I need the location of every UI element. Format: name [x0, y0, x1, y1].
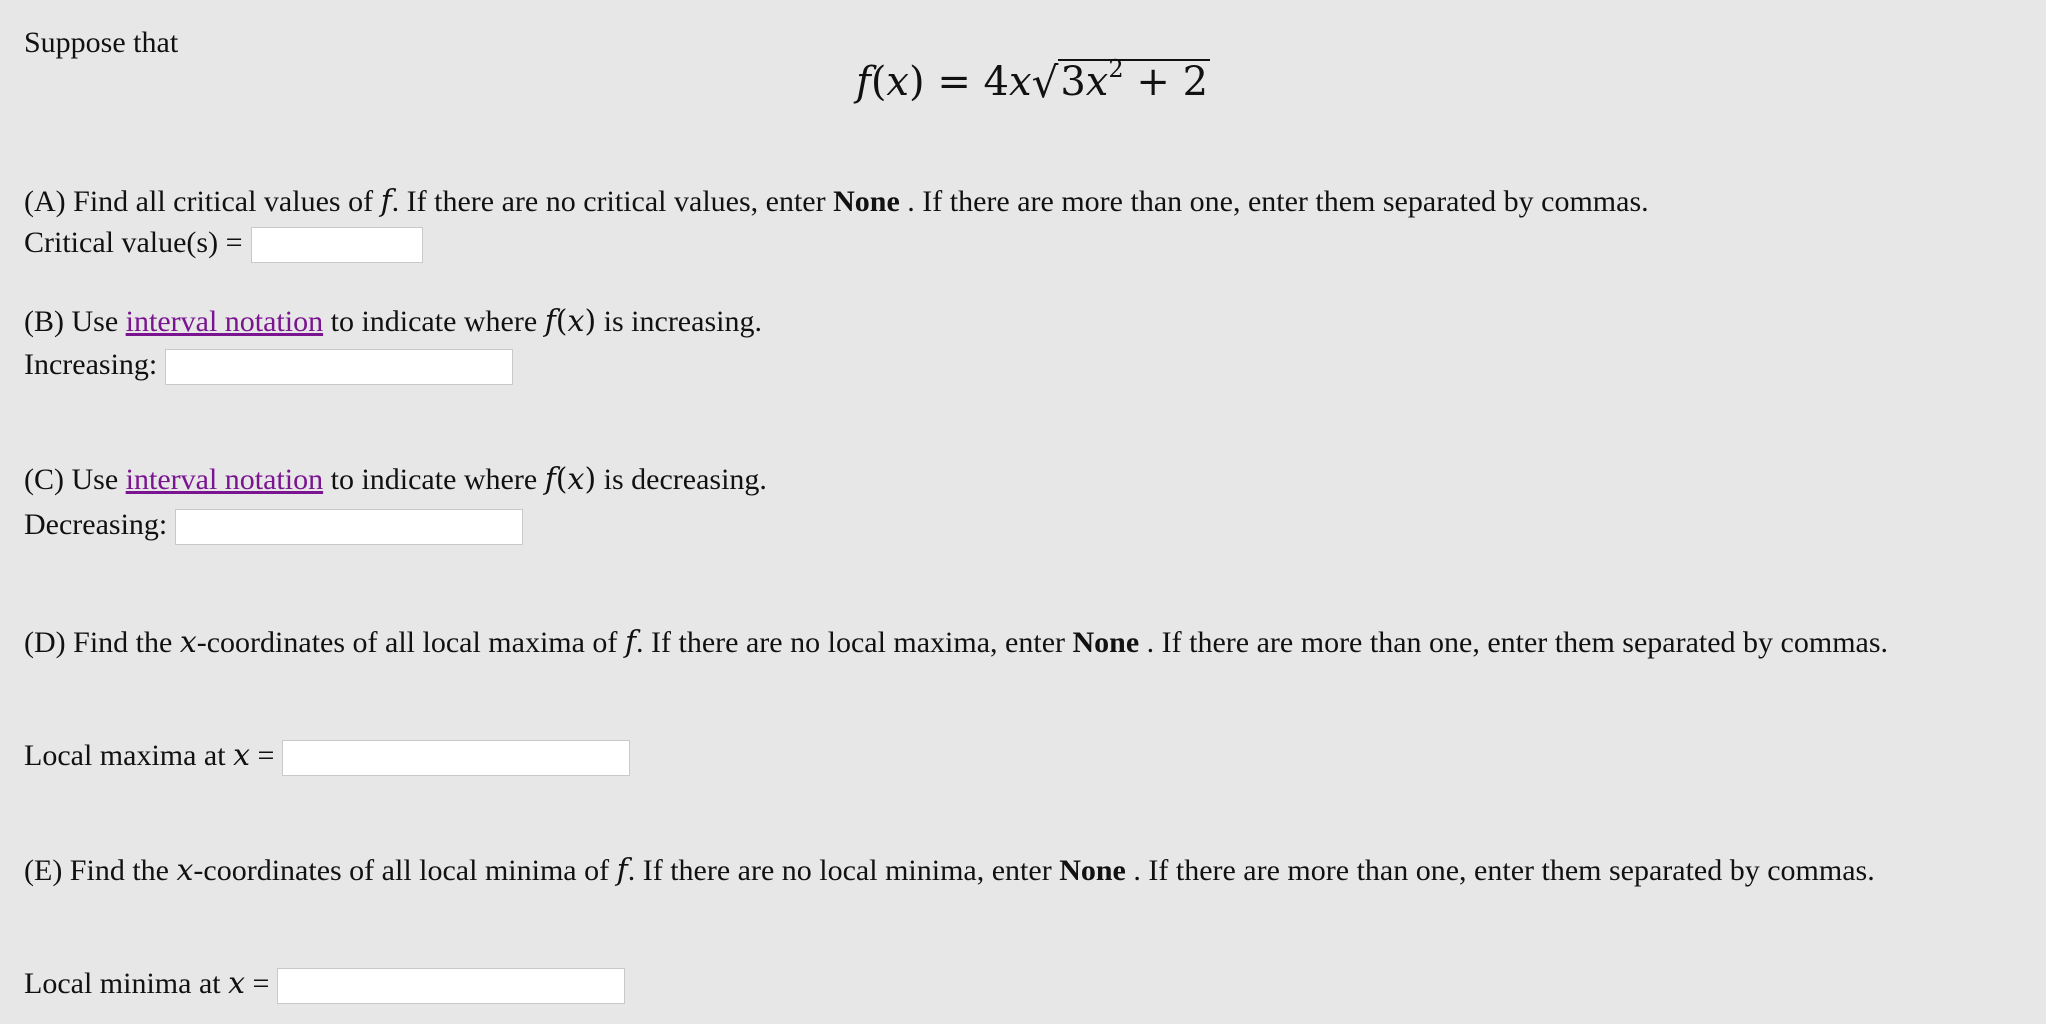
part-d-none: None — [1072, 626, 1140, 659]
part-b-var: x — [567, 304, 585, 339]
part-b-prefix: (B) Use — [24, 305, 126, 338]
part-b-fn: f — [544, 304, 556, 339]
part-e-none: None — [1059, 854, 1126, 887]
critical-values-label: Critical value(s) = — [24, 226, 243, 259]
formula-coef-var: x — [1009, 59, 1032, 105]
part-e-text1: -coordinates of all local minima of — [193, 854, 617, 887]
part-a-question — [24, 184, 1649, 219]
part-b-rparen: ) — [584, 304, 597, 339]
decreasing-input[interactable] — [175, 509, 523, 545]
part-d-var: x — [179, 625, 197, 660]
formula-var: x — [886, 59, 909, 105]
part-d-text3: . If there are more than one, enter them separated by commas. — [1139, 626, 1889, 659]
part-b-lparen: ( — [555, 304, 568, 339]
part-a-text2: . If there are more than one, enter them separated by commas. — [899, 185, 1649, 218]
local-maxima-eq: = — [250, 739, 275, 772]
part-d-fn: f — [624, 625, 637, 660]
part-d-answer-row — [24, 738, 630, 776]
increasing-label: Increasing: — [24, 348, 158, 381]
formula-radicand — [1058, 55, 1210, 105]
part-e-text2: . If there are no local minima, enter — [627, 854, 1060, 887]
part-c-var: x — [567, 462, 585, 497]
part-c-text1: to indicate where — [323, 463, 545, 496]
part-a-prefix: (A) Find all critical values of — [24, 185, 381, 218]
local-maxima-var: x — [233, 738, 250, 773]
local-minima-eq: = — [245, 967, 270, 1000]
intro-label: Suppose that — [24, 26, 179, 59]
formula-equals: = — [937, 59, 971, 105]
part-e-fn: f — [616, 853, 628, 888]
part-e-answer-row — [24, 966, 625, 1004]
part-b-question — [24, 304, 762, 339]
decreasing-label: Decreasing: — [24, 508, 168, 541]
interval-notation-link[interactable]: interval notation — [125, 463, 324, 496]
part-d-text1: -coordinates of all local maxima of — [196, 626, 625, 659]
part-b-answer-row — [24, 348, 513, 385]
local-minima-label: Local minima at — [24, 967, 229, 1000]
radicand-var: x — [1085, 59, 1109, 105]
part-c-answer-row — [24, 508, 523, 545]
part-d-prefix: (D) Find the — [24, 626, 180, 659]
interval-notation-link[interactable]: interval notation — [125, 305, 324, 338]
critical-values-input[interactable] — [251, 227, 423, 263]
function-formula — [856, 56, 1210, 105]
part-c-lparen: ( — [555, 462, 568, 497]
local-maxima-input[interactable] — [282, 740, 630, 776]
part-e-prefix: (E) Find the — [24, 854, 177, 887]
part-c-prefix: (C) Use — [24, 463, 126, 496]
part-a-fn: f — [380, 184, 392, 219]
formula-lparen: ( — [870, 59, 887, 105]
local-minima-var: x — [228, 966, 246, 1001]
radicand-plus: + 2 — [1136, 59, 1209, 105]
part-e-text3: . If there are more than one, enter them separated by commas. — [1125, 854, 1875, 887]
local-maxima-label: Local maxima at — [24, 739, 234, 772]
formula-fn: f — [856, 59, 871, 105]
part-b-text1: to indicate where — [323, 305, 545, 338]
part-a-text1: . If there are no critical values, enter — [391, 185, 834, 218]
part-c-question — [24, 462, 767, 497]
part-c-fn: f — [544, 462, 556, 497]
radicand-exp: 2 — [1108, 55, 1124, 83]
radicand-coef: 3 — [1060, 59, 1086, 105]
part-e-var: x — [176, 853, 194, 888]
local-minima-input[interactable] — [277, 968, 625, 1004]
part-d-question — [24, 622, 2014, 663]
formula-rparen: ) — [908, 59, 925, 105]
formula-coef: 4 — [983, 59, 1009, 105]
part-c-text2: is decreasing. — [596, 463, 767, 496]
part-a-answer-row — [24, 226, 423, 263]
sqrt-icon: √ — [1031, 58, 1059, 107]
part-c-rparen: ) — [584, 462, 597, 497]
part-e-question — [24, 850, 2014, 891]
part-d-text2: . If there are no local maxima, enter — [636, 626, 1073, 659]
part-b-text2: is increasing. — [596, 305, 762, 338]
part-a-none: None — [833, 185, 900, 218]
intro-text — [24, 26, 178, 60]
increasing-input[interactable] — [165, 349, 513, 385]
